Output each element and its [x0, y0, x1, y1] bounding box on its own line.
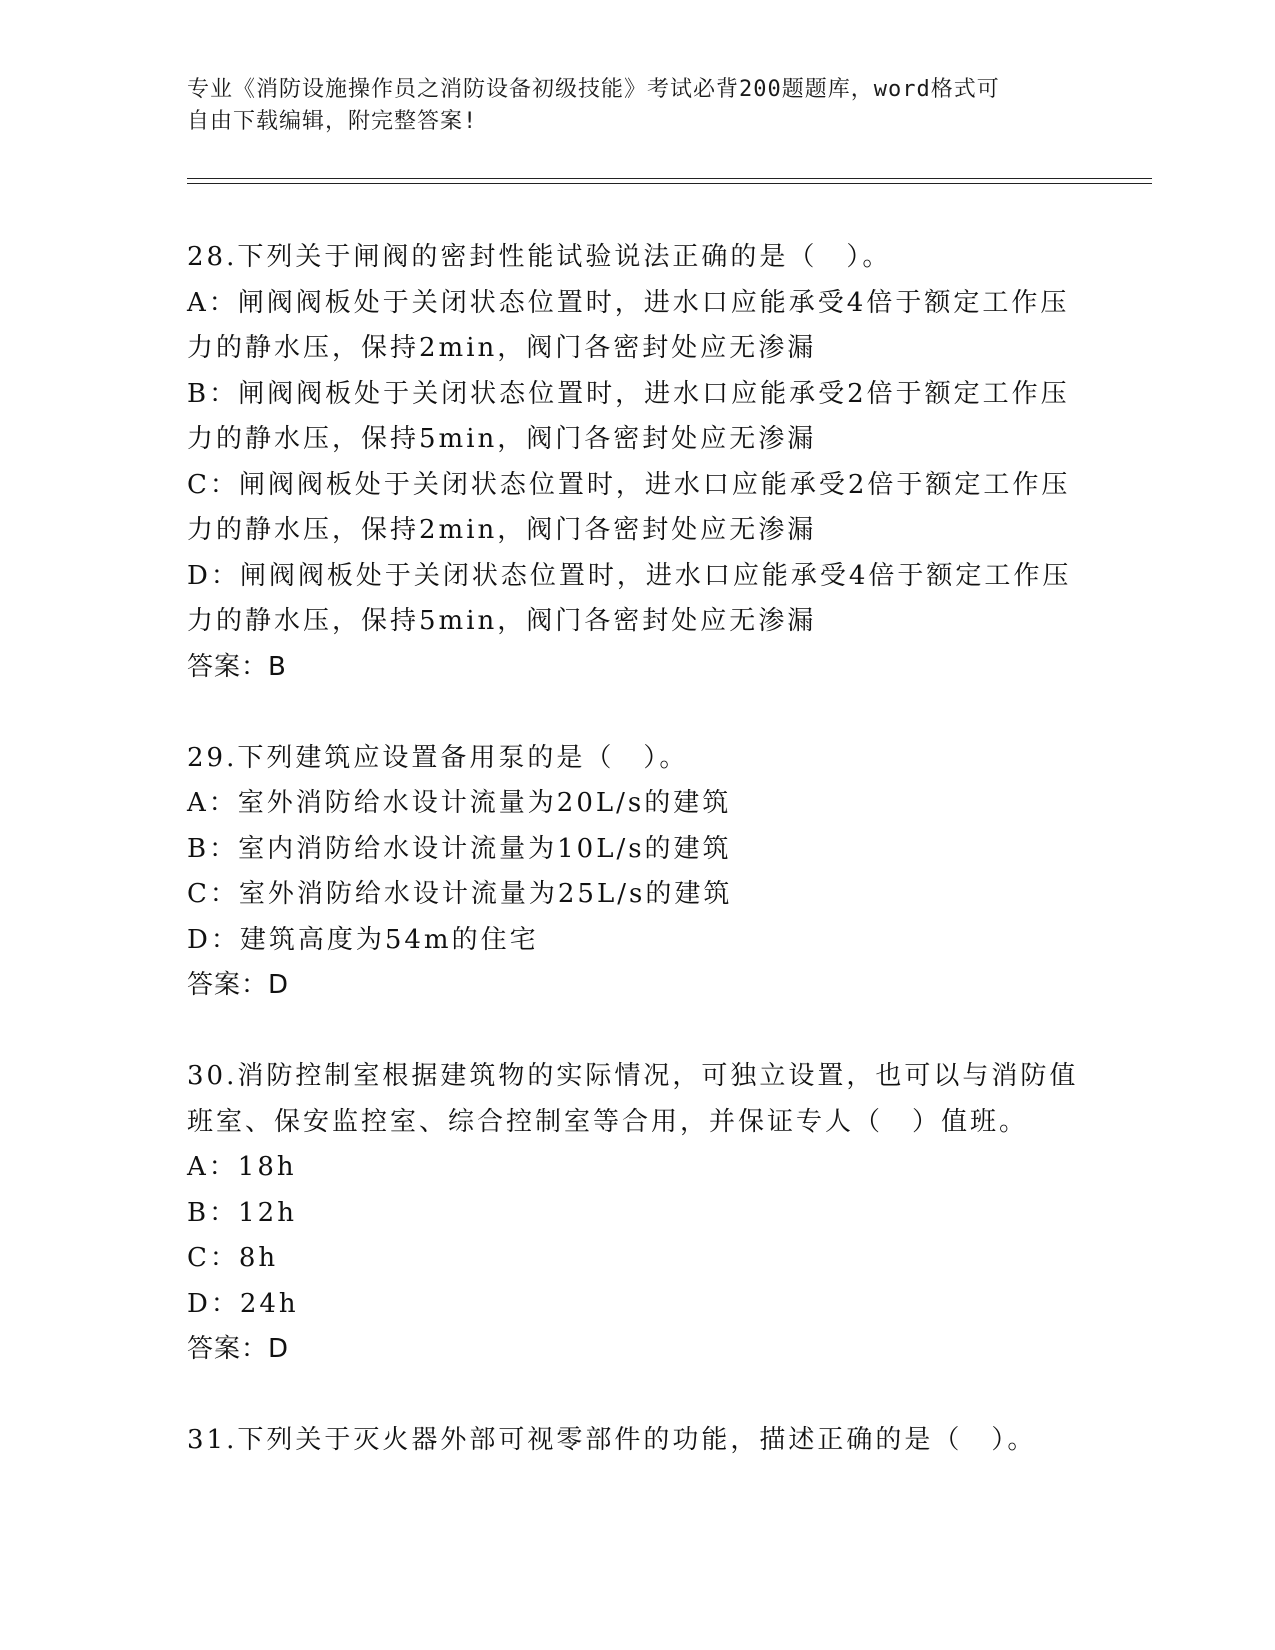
- question-28: [187, 235, 1087, 690]
- question-stem: 31.下列关于灭火器外部可视零部件的功能，描述正确的是（ ）。: [187, 1425, 1037, 1455]
- question-31: [187, 1418, 1087, 1464]
- header-line-2: 自由下载编辑，附完整答案!: [187, 109, 478, 134]
- question-stem: 29.下列建筑应设置备用泵的是（ ）。: [187, 742, 689, 773]
- question-30: [187, 1054, 1087, 1373]
- question-stem-line-1: 30.消防控制室根据建筑物的实际情况，可独立设置，也可以与消防值: [187, 1061, 1079, 1091]
- question-29: [187, 736, 1087, 1009]
- header-divider-bottom: [187, 183, 1152, 184]
- option-a-line-2: 力的静水压，保持2min，阀门各密封处应无渗漏: [187, 333, 817, 363]
- header-line-1: 专业《消防设施操作员之消防设备初级技能》考试必背200题题库，word格式可: [187, 77, 1000, 102]
- spacer: [187, 1009, 1087, 1055]
- option-c: C：8h: [187, 1243, 279, 1273]
- option-a: A：室外消防给水设计流量为20L/s的建筑: [187, 788, 732, 818]
- option-c: C：室外消防给水设计流量为25L/s的建筑: [187, 879, 733, 909]
- document-header: [187, 74, 1067, 138]
- option-b: B：室内消防给水设计流量为10L/s的建筑: [187, 833, 732, 864]
- spacer: [187, 1373, 1087, 1419]
- option-d: D：建筑高度为54m的住宅: [187, 924, 539, 955]
- option-d-line-1: D：闸阀阀板处于关闭状态位置时，进水口应能承受4倍于额定工作压: [187, 560, 1072, 591]
- option-d-line-2: 力的静水压，保持5min，阀门各密封处应无渗漏: [187, 606, 817, 636]
- spacer: [187, 690, 1087, 736]
- option-c-line-1: C：闸阀阀板处于关闭状态位置时，进水口应能承受2倍于额定工作压: [187, 469, 1071, 500]
- option-d: D：24h: [187, 1288, 299, 1319]
- option-b: B：12h: [187, 1197, 297, 1228]
- question-list: [187, 235, 1087, 1464]
- header-divider-top: [187, 178, 1152, 179]
- question-stem: 28.下列关于闸阀的密封性能试验说法正确的是（ ）。: [187, 242, 892, 272]
- question-stem-line-2: 班室、保安监控室、综合控制室等合用，并保证专人（ ）值班。: [187, 1106, 1029, 1137]
- option-a-line-1: A：闸阀阀板处于关闭状态位置时，进水口应能承受4倍于额定工作压: [187, 287, 1070, 318]
- option-c-line-2: 力的静水压，保持2min，阀门各密封处应无渗漏: [187, 515, 817, 545]
- answer: 答案：D: [187, 1334, 290, 1364]
- option-a: A：18h: [187, 1152, 297, 1182]
- answer: 答案：B: [187, 651, 287, 682]
- option-b-line-2: 力的静水压，保持5min，阀门各密封处应无渗漏: [187, 424, 817, 454]
- option-b-line-1: B：闸阀阀板处于关闭状态位置时，进水口应能承受2倍于额定工作压: [187, 378, 1070, 409]
- answer: 答案：D: [187, 970, 290, 1000]
